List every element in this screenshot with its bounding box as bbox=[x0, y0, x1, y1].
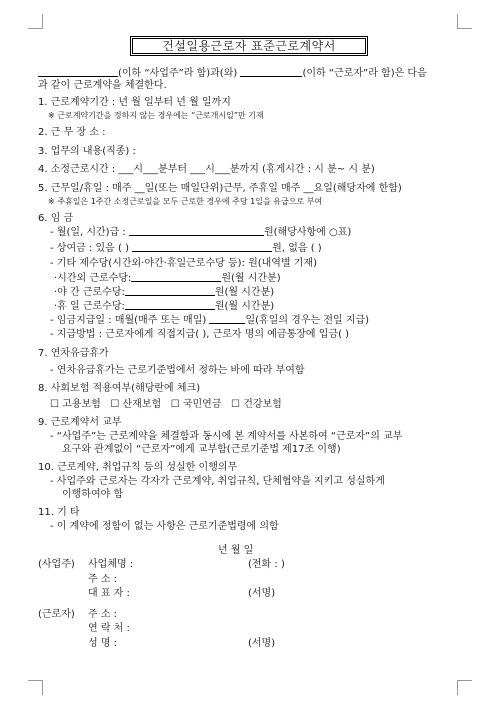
intro-line-1: (이하 “사업주”라 함)과(와) (이하 “근로자”라 함)은 다음 bbox=[38, 66, 427, 80]
employer-address-label: 주 소 : bbox=[88, 574, 118, 585]
item-workdays-holidays: 5. 근무일/휴일 : 매주 __일(또는 매일단위)근무, 주휴일 매주 __요일(해당자에 한함) bbox=[38, 183, 402, 194]
employer-name-blank[interactable] bbox=[38, 66, 118, 77]
industrial-accident-insurance-checkbox[interactable]: ☐ 산재보험 bbox=[110, 399, 162, 410]
holiday-allowance-line: ·휴 일 근로수당: 원(월 시간분) bbox=[54, 301, 275, 312]
item-contract-period: 1. 근로계약기간 : 년 월 일부터 년 월 일까지 bbox=[38, 97, 231, 108]
worker-signature[interactable]: (서명) bbox=[248, 638, 276, 649]
worker-name-label: 성 명 : bbox=[88, 638, 118, 649]
employer-representative-label: 대 표 자 : bbox=[88, 588, 130, 599]
payday-line: - 임금지급일 : 매월(매주 또는 매일) 일(휴일의 경우는 전일 지급) bbox=[50, 315, 370, 326]
item-workplace: 2. 근 무 장 소 : bbox=[38, 127, 106, 138]
crop-mark-top-left bbox=[28, 14, 43, 29]
overtime-amount-blank[interactable] bbox=[131, 271, 221, 282]
item-other: 11. 기 타 bbox=[38, 507, 80, 518]
item-job-duties: 3. 업무의 내용(직종) : bbox=[38, 146, 136, 157]
crop-mark-bottom-right bbox=[457, 680, 472, 695]
contract-delivery-text-1: - “사업주”는 근로계약을 체결함과 동시에 본 계약서를 사본하여 “근로자”의 교부 bbox=[50, 431, 403, 442]
other-text: - 이 계약에 정함이 없는 사항은 근로기준법령에 의함 bbox=[50, 521, 279, 532]
night-amount-blank[interactable] bbox=[125, 285, 215, 296]
employer-phone: (전화 : ) bbox=[248, 559, 285, 570]
item-working-hours: 4. 소정근로시간 : ___시___분부터 ___시___분까지 (휴게시간 : 시 분~ 시 분) bbox=[38, 164, 375, 175]
item-faithful-performance: 10. 근로계약, 취업규칙 등의 성실한 이행의무 bbox=[38, 462, 238, 473]
item-contract-period-note: ※ 근로계약기간을 정하지 않는 경우에는 “근로개시일”만 기재 bbox=[48, 111, 264, 120]
employment-insurance-checkbox[interactable]: ☐ 고용보험 bbox=[50, 399, 101, 410]
wage-line: - 월(일, 시간)급 : 원(해당사항에 ○표) bbox=[50, 227, 352, 238]
holiday-amount-blank[interactable] bbox=[125, 299, 215, 310]
employer-tag: (사업주) bbox=[38, 559, 75, 570]
item-contract-delivery: 9. 근로계약서 교부 bbox=[38, 417, 122, 428]
worker-address-label: 주 소 : bbox=[88, 609, 118, 620]
document-title: 건설일용근로자 표준근로계약서 bbox=[130, 36, 368, 56]
annual-leave-text: - 연차유급휴가는 근로기준법에서 정하는 바에 따라 부여함 bbox=[50, 365, 305, 376]
employer-signature[interactable]: (서명) bbox=[248, 588, 276, 599]
item-social-insurance: 8. 사회보험 적용여부(해당란에 체크) bbox=[38, 383, 201, 394]
faithful-performance-text-1: - 사업주와 근로자는 각자가 근로계약, 취업규칙, 단체협약을 지키고 성실하게 bbox=[50, 476, 385, 487]
insurance-options bbox=[50, 398, 282, 411]
item-wages-heading: 6. 임 금 bbox=[38, 213, 74, 224]
employer-company-label: 사업체명 : bbox=[88, 559, 134, 570]
national-pension-checkbox[interactable]: ☐ 국민연금 bbox=[170, 399, 222, 410]
health-insurance-checkbox[interactable]: ☐ 건강보험 bbox=[231, 399, 282, 410]
intro-line-2: 과 같이 근로계약을 체결한다. bbox=[38, 80, 167, 91]
crop-mark-top-right bbox=[457, 14, 472, 29]
wage-amount-blank[interactable] bbox=[129, 225, 264, 236]
contract-date: 년 월 일 bbox=[218, 545, 254, 556]
bonus-line: - 상여금 : 있음 ( ) 원, 없음 ( ) bbox=[50, 243, 322, 254]
night-allowance-line: ·야 간 근로수당: 원(월 시간분) bbox=[54, 287, 275, 298]
overtime-allowance-line: ·시간외 근로수당: 원(월 시간분) bbox=[54, 273, 281, 284]
item-annual-leave: 7. 연차유급휴가 bbox=[38, 348, 109, 359]
payday-blank[interactable] bbox=[209, 313, 245, 324]
worker-contact-label: 연 락 처 : bbox=[88, 623, 130, 634]
faithful-performance-text-2: 이행하여야 함 bbox=[62, 489, 124, 500]
contract-delivery-text-2: 요구와 관계없이 “근로자”에게 교부함(근로기준법 제17조 이행) bbox=[62, 444, 341, 455]
payment-method-line: - 지급방법 : 근로자에게 직접지급( ), 근로자 명의 예금통장에 입금( ) bbox=[50, 329, 350, 340]
bonus-amount-blank[interactable] bbox=[132, 241, 272, 252]
worker-name-blank[interactable] bbox=[240, 66, 302, 77]
worker-tag: (근로자) bbox=[38, 609, 75, 620]
item-workdays-note: ※ 주휴일은 1주간 소정근로일을 모두 근로한 경우에 주당 1일을 유급으로 부여 bbox=[48, 197, 323, 206]
crop-mark-bottom-left bbox=[28, 680, 43, 695]
other-allowances-line: - 기타 제수당(시간외·야간·휴일근로수당 등): 원(내역별 기재) bbox=[50, 258, 318, 269]
